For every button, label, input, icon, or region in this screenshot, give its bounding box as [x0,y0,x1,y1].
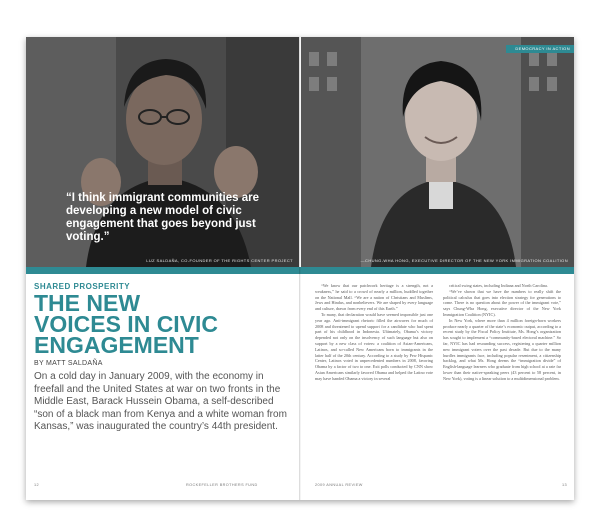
photo-caption-left: LUZ SALDAÑA, CO-FOUNDER OF THE RIGHTS CENTER PROJECT [146,258,293,263]
body-paragraph: “We know that our patchwork heritage is a strength, not a weakness,” he said to a crowd of nearly a million, huddled together on the National Mall. “We are a nation of Christians and Muslims, Jews and Hindus, and nonbelievers. We are shaped by every language and culture, drawn from every end of this Earth.” [315,283,433,312]
footer-label-left: ROCKEFELLER BROTHERS FUND [186,483,258,487]
body-paragraph: In New York, where more than 4 million foreign-born workers produce nearly a quarter of the state’s economic output, according to a recent study by the Fiscal Policy Institute, Ms. Hong’s organization has sought to implement a “community-based electoral machine.” So far, NYIC has had resounding success, registering a quarter million new immigrant voters over the past decade. But due to the many hurdles immigrants face, including popular resentment, a citizenship backlog, and what Ms. Hong deems the “immigration divide” of English-language learners who graduate from high school at a rate far lower than their native-speaking peers (43 percent to 58 percent, in New York), voting is a linear solution to a multidimensional problem. [443,317,561,381]
quote-attribution: —CHUNG-WHA HONG, EXECUTIVE DIRECTOR OF THE NEW YORK IMMIGRATION COALITION [360,258,568,263]
portrait-illustration-right [301,37,574,267]
headline-line: VOICES IN CIVIC [34,311,219,337]
article-headline [34,290,294,358]
body-column-2 [443,283,561,382]
body-paragraph: “We’ve shown that we have the numbers to really shift the political calculus that goes into election strategy for generations to come. There is no question about the power of the immigrant vote,” says Chung-Wha Hong, executive director of the New York Immigration Coalition (NYIC). [443,288,561,317]
pull-quote: “I think immigrant communities are developing a new model of civic engagement that goes beyond just voting.” [66,192,259,243]
headline-line: THE NEW [34,290,141,316]
magazine-spread [26,37,574,500]
headline-line: ENGAGEMENT [34,332,199,358]
portrait-photo-right [301,37,574,267]
body-paragraph: critical swing states, including Indiana and North Carolina. [449,283,548,288]
lede-paragraph: On a cold day in January 2009, with the economy in freefall and the United States at war on two fronts in the Middle East, Barack Hussein Obama, a self-described “son of a black man from Kenya and a white woman from Kansas,” was inaugurated the country’s 44th president. [34,371,287,432]
body-paragraph: To many, that declaration would have seemed impossible just one year ago. Anti-immigrant rhetoric filled the airwaves for much of 2008 and threatened to upend support for a candidate who had spent part of his childhood in Indonesia. Ultimately, Obama’s victory depended not only on the insolvency of such language but also on support by a new class of voters: a coalition of Asian-Americans, Latinos, and so-called New Americans born to immigrants in the latter half of the 20th century. According to a study by Pew Hispanic Center, Latinos voted in unprecedented numbers in 2008, favoring Obama by a factor of two to one. Exit polls conducted by CNN show Asian Americans similarly favored Obama and helped the Latino vote may have handed Obama a victory in several [315,311,433,381]
page-number-left: 12 [34,483,40,487]
footer-label-right: 2009 ANNUAL REVIEW [315,483,363,487]
byline: BY MATT SALDAÑA [34,360,103,367]
article-kicker: SHARED PROSPERITY [34,282,131,291]
page-gutter [299,37,301,500]
page-number-right: 13 [562,483,568,487]
body-column-1 [315,283,433,382]
section-tab: DEMOCRACY IN ACTION [506,45,574,53]
